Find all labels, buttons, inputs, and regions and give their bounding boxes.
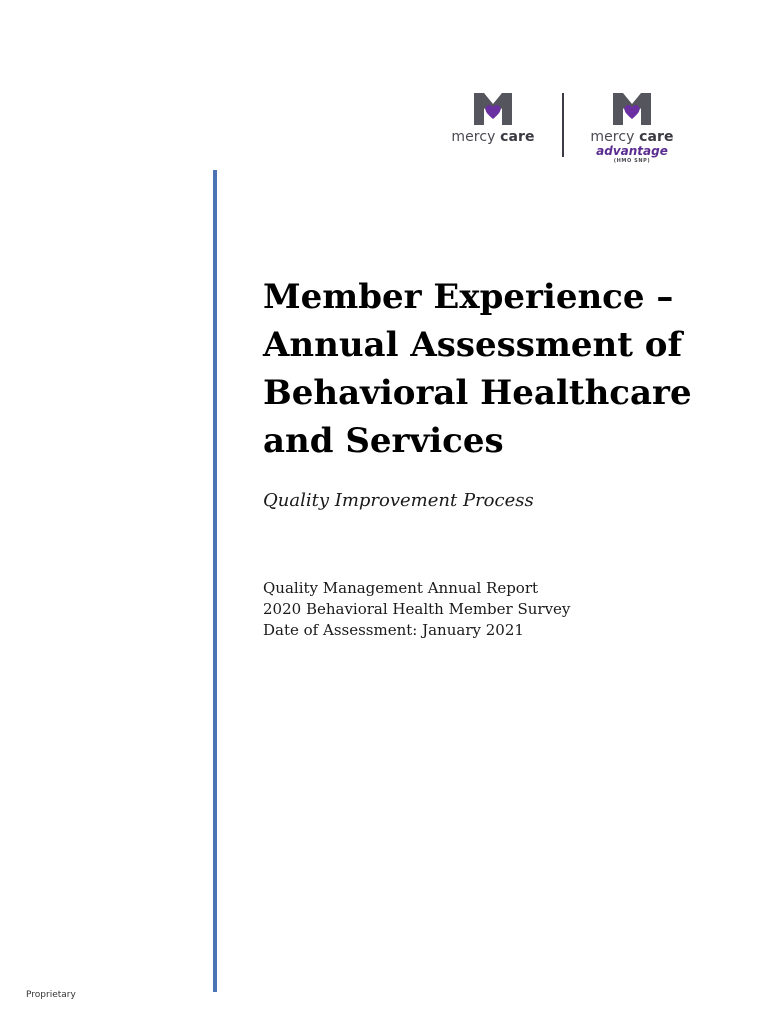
mercy-care-advantage-logo: [581, 92, 683, 164]
title-line: Annual Assessment of: [263, 325, 683, 365]
accent-rule: [213, 170, 217, 992]
detail-line: 2020 Behavioral Health Member Survey: [263, 600, 571, 618]
title-line: and Services: [263, 421, 504, 461]
logo-wordmark: mercy care: [590, 129, 674, 145]
mercy-care-logo: [442, 92, 544, 145]
logo-wordmark: mercy care: [451, 129, 535, 145]
logo-divider: [562, 93, 564, 157]
document-details: [263, 578, 570, 641]
logo-plan-type-label: (HMO SNP): [613, 158, 651, 164]
mercy-care-m-icon: [612, 92, 652, 126]
mercy-care-m-icon: [473, 92, 513, 126]
document-title: [263, 273, 733, 465]
logo-advantage-label: advantage: [596, 144, 668, 158]
footer-proprietary-label: Proprietary: [26, 990, 76, 1000]
title-line: Member Experience –: [263, 277, 674, 317]
document-subtitle: Quality Improvement Process: [263, 490, 534, 511]
detail-line: Date of Assessment: January 2021: [263, 621, 524, 639]
detail-line: Quality Management Annual Report: [263, 579, 539, 597]
title-line: Behavioral Healthcare: [263, 373, 692, 413]
